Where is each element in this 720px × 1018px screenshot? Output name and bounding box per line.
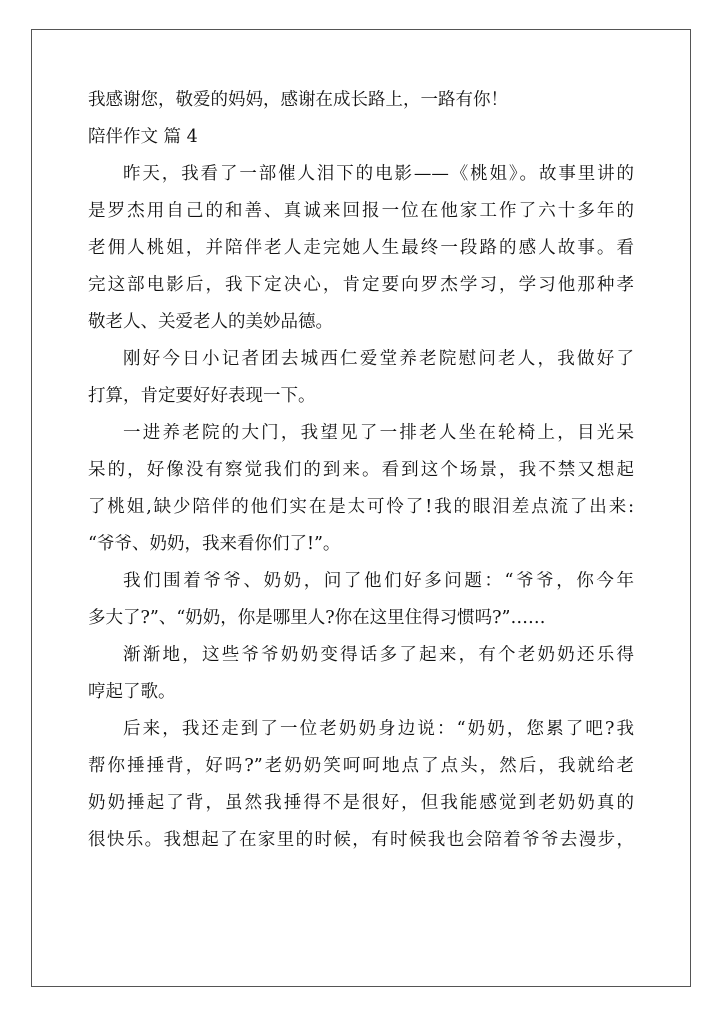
paragraph-line: 敬老人、关爱老人的美妙品德。	[88, 312, 333, 332]
section-title: 陪伴作文 篇 4	[88, 127, 198, 147]
paragraph-line: 刚好今日小记者团去城西仁爱堂养老院慰问老人，我做好了	[123, 349, 634, 369]
paragraph-line: “爷爷、奶奶，我来看你们了!”。	[88, 534, 341, 554]
paragraph-line: 奶奶捶起了背，虽然我捶得不是很好，但我能感觉到老奶奶真的	[88, 793, 634, 813]
paragraph-line: 我们围着爷爷、奶奶，问了他们好多问题：“爷爷，你今年	[123, 571, 634, 591]
paragraph-line: 很快乐。我想起了在家里的时候，有时候我也会陪着爷爷去漫步，	[88, 830, 634, 850]
paragraph-line: 完这部电影后，我下定决心，肯定要向罗杰学习，学习他那种孝	[88, 275, 634, 295]
paragraph-line: 昨天，我看了一部催人泪下的电影——《桃姐》。故事里讲的	[123, 164, 634, 184]
paragraph-line: 渐渐地，这些爷爷奶奶变得话多了起来，有个老奶奶还乐得	[123, 645, 634, 665]
paragraph-line: 呆的，好像没有察觉我们的到来。看到这个场景，我不禁又想起	[88, 460, 634, 480]
paragraph-line: 一进养老院的大门，我望见了一排老人坐在轮椅上，目光呆	[123, 423, 634, 443]
paragraph-line: 后来，我还走到了一位老奶奶身边说：“奶奶，您累了吧?我	[123, 719, 634, 739]
closing-sentence: 我感谢您，敬爱的妈妈，感谢在成长路上，一路有你！	[88, 90, 508, 110]
paragraph-line: 打算，肯定要好好表现一下。	[88, 386, 316, 406]
paragraph-line: 帮你捶捶背，好吗?”老奶奶笑呵呵地点了点头，然后，我就给老	[88, 756, 634, 776]
document-body	[88, 88, 634, 865]
paragraph-line: 了桃姐,缺少陪伴的他们实在是太可怜了!我的眼泪差点流了出来:	[88, 497, 634, 517]
paragraph-line: 老佣人桃姐，并陪伴老人走完她人生最终一段路的感人故事。看	[88, 238, 634, 258]
paragraph-line: 哼起了歌。	[88, 682, 176, 702]
paragraph-line: 多大了?”、“奶奶，你是哪里人?你在这里住得习惯吗?”……	[88, 608, 546, 628]
paragraph-line: 是罗杰用自己的和善、真诚来回报一位在他家工作了六十多年的	[88, 201, 634, 221]
